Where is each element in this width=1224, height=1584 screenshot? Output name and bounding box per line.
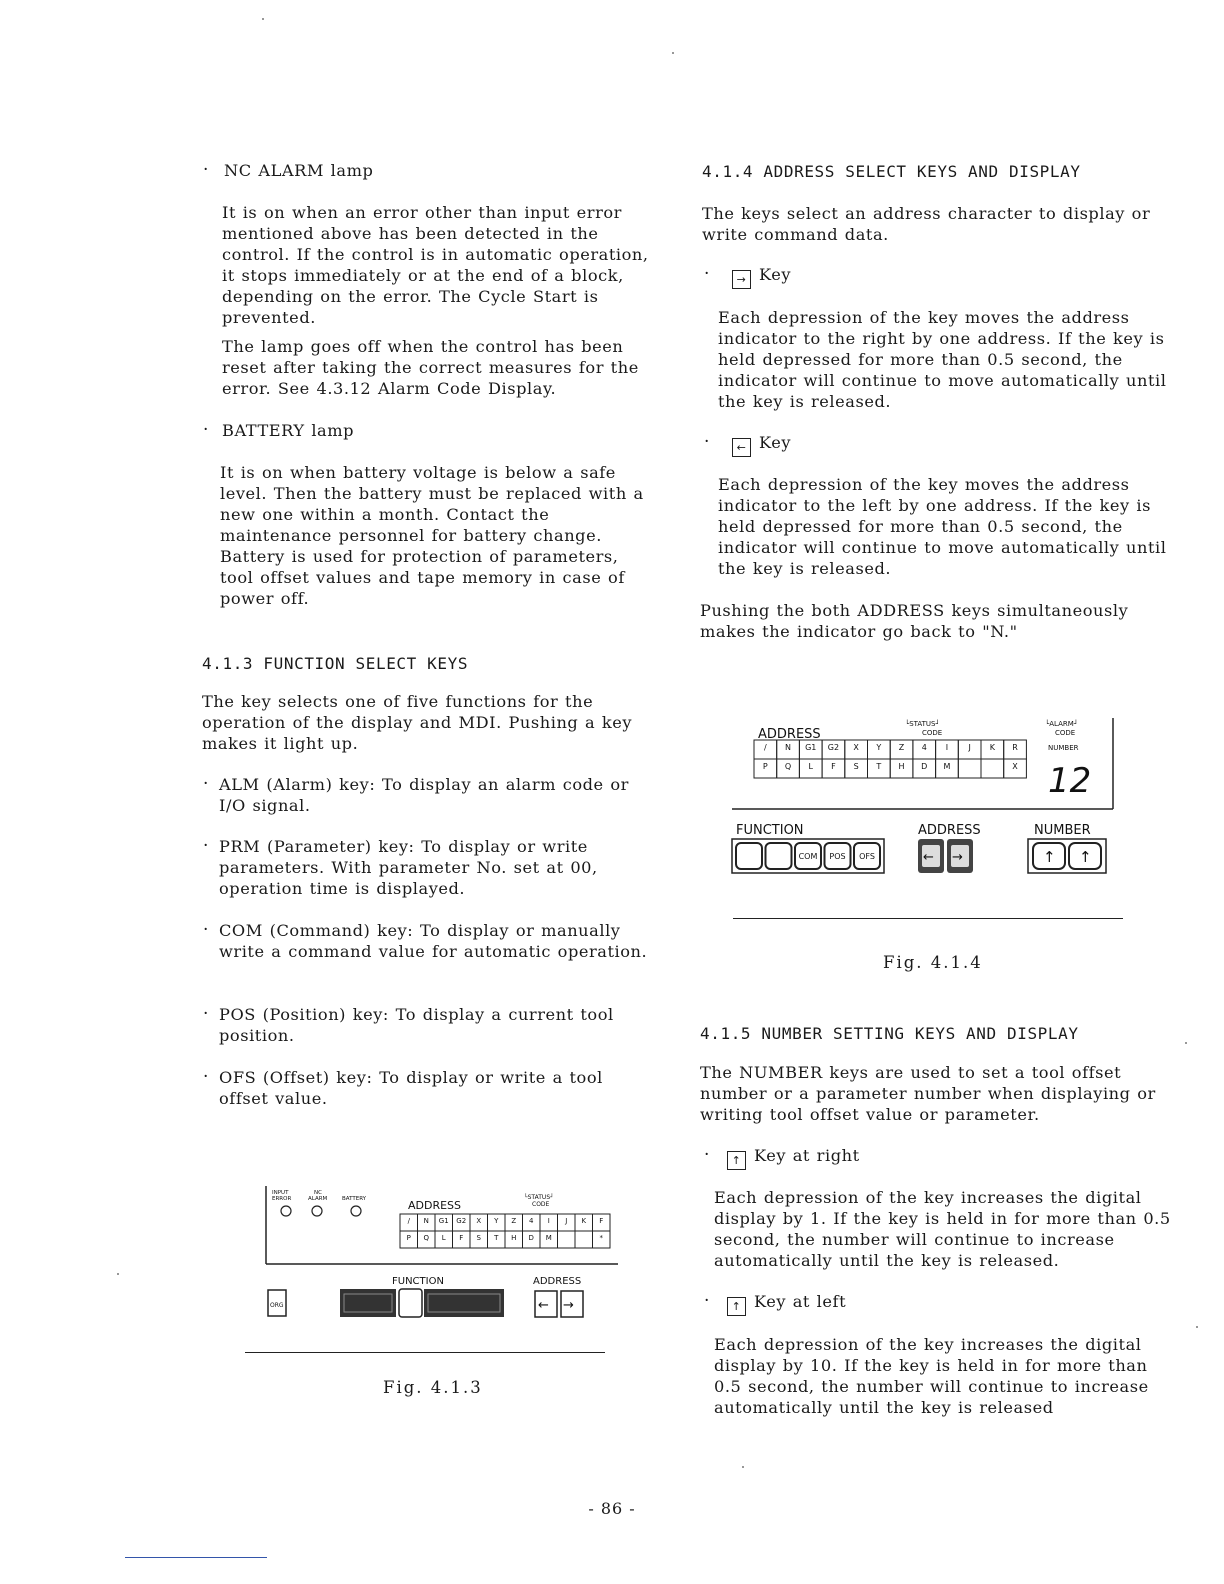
up-left-key-description: Each depression of the key increases the digital display by 10. If the key is held in for more than 0.5 second, the number will continue to increase automatically until the key is released [714, 1335, 1149, 1417]
fig414-number-keys [1028, 839, 1106, 873]
fig413-status-label: └STATUS┘ [524, 1194, 554, 1201]
scan-speck [262, 18, 264, 20]
up-left-bullet: · [704, 1291, 710, 1311]
fig414-alarm-label: └ALARM┘ [1045, 720, 1078, 728]
fig414-rule [733, 918, 1123, 919]
nc-alarm-lamp [312, 1206, 322, 1216]
up-right-key-line [727, 1145, 860, 1170]
fig414-alarm-code-label: CODE [1055, 729, 1076, 737]
fig413-code-label: CODE [532, 1201, 550, 1208]
scan-speck [117, 1273, 119, 1275]
address-cell-label: G1 [805, 743, 817, 752]
fig414-code-label: CODE [922, 729, 943, 737]
section-414-heading: 4.1.4 ADDRESS SELECT KEYS AND DISPLAY [702, 162, 1081, 181]
address-cell-label: N [423, 1217, 429, 1225]
arrow-up-icon: ↑ [1043, 848, 1056, 866]
right-key-description: Each depression of the key moves the address indicator to the right by one address. If the key is held depressed for more than 0.5 second, the indicator will continue to move automatically until the key is released. [718, 308, 1167, 411]
address-cell-label: I [547, 1217, 550, 1225]
arrow-left-icon: ← [538, 1298, 549, 1313]
fig413-address-label: ADDRESS [408, 1199, 462, 1212]
fig414-function-keys [732, 839, 884, 873]
address-cell-label: F [459, 1234, 464, 1242]
left-key-line [732, 432, 791, 457]
address-cell [575, 1231, 593, 1248]
figure-4-1-4 [730, 712, 1120, 882]
function-key[interactable] [766, 843, 792, 869]
fig414-panel-drawing [730, 712, 1120, 882]
function-item: COM (Command) key: To display or manually write a command value for automatic operation. [219, 921, 648, 961]
right-key-line [732, 264, 791, 289]
function-key-prm[interactable] [399, 1289, 422, 1317]
address-cell-label: F [599, 1217, 604, 1225]
address-cell-label: / [407, 1217, 410, 1225]
fig413-address-keys-label: ADDRESS [533, 1276, 582, 1287]
both-keys-note: Pushing the both ADDRESS keys simultaneously makes the indicator go back to "N." [700, 601, 1129, 641]
function-item: PRM (Parameter) key: To display or write parameters. With parameter No. set at 00, operation time is displayed. [219, 837, 598, 898]
address-cell-label: X [853, 743, 859, 752]
up-arrow-key-icon: ↑ [727, 1151, 746, 1170]
address-cell-label: Q [423, 1234, 430, 1242]
fig413-panel-drawing [262, 1182, 622, 1332]
address-cell-label: Z [898, 743, 905, 752]
address-cell-label: 4 [529, 1217, 534, 1225]
section-413-intro: The key selects one of five functions for the operation of the display and MDI. Pushing a key makes it light up. [202, 692, 633, 753]
right-key-label: Key [759, 265, 792, 284]
address-cell-label: M [943, 762, 951, 771]
address-cell-label: X [1012, 762, 1018, 771]
address-cell [558, 1231, 576, 1248]
lamp-label-battery: BATTERY [342, 1196, 367, 1202]
battery-bullet: · [203, 420, 209, 440]
address-cell-label: M [545, 1234, 552, 1242]
fig414-number-small-label: NUMBER [1048, 744, 1079, 752]
function-item: ALM (Alarm) key: To display an alarm code or I/O signal. [219, 775, 629, 815]
fig413-function-keys [340, 1289, 504, 1317]
address-cell-label: G2 [827, 743, 840, 752]
figure-4-1-3 [262, 1182, 622, 1332]
address-cell-label: Q [784, 762, 792, 771]
arrow-right-icon: → [952, 850, 963, 865]
address-cell-label: R [1012, 743, 1018, 752]
function-item: OFS (Offset) key: To display or write a tool offset value. [219, 1068, 603, 1108]
address-cell-label: I [945, 743, 949, 752]
address-cell-label: H [898, 762, 905, 771]
address-cell-label: H [511, 1234, 517, 1242]
address-cell-label: N [785, 743, 792, 752]
fig413-caption: Fig. 4.1.3 [383, 1378, 483, 1397]
arrow-right-icon: → [563, 1298, 574, 1313]
left-key-description: Each depression of the key moves the address indicator to the left by one address. If the key is held depressed for more than 0.5 second, the indicator will continue to move automatically until the key is released. [718, 475, 1167, 578]
address-cell-label: X [476, 1217, 482, 1225]
seven-segment-display: 12 [1048, 761, 1092, 801]
battery-lamp [351, 1206, 361, 1216]
section-414-intro: The keys select an address character to display or write command data. [702, 204, 1151, 244]
function-item: POS (Position) key: To display a current tool position. [219, 1005, 614, 1045]
arrow-up-icon: ↑ [1079, 848, 1092, 866]
fig414-address-grid [754, 740, 1026, 778]
fig414-function-label: FUNCTION [736, 823, 804, 838]
up-right-key-label: Key at right [754, 1146, 860, 1165]
function-key-label: OFS [859, 852, 875, 861]
left-arrow-key-icon: ← [732, 438, 751, 457]
fig414-caption: Fig. 4.1.4 [883, 953, 983, 972]
address-cell [981, 759, 1004, 778]
address-cell-label: T [494, 1234, 499, 1242]
fig413-function-label: FUNCTION [392, 1276, 444, 1287]
address-cell-label: P [762, 762, 768, 771]
function-item-bullet: · [203, 920, 209, 940]
address-cell-label: Y [876, 743, 882, 752]
function-key-alm[interactable] [340, 1289, 396, 1317]
lamp-label-alarm: ALARM [308, 1196, 328, 1202]
address-cell-label: D [528, 1234, 534, 1242]
up-arrow-key-icon: ↑ [727, 1297, 746, 1316]
address-cell-label: * [599, 1234, 603, 1242]
nc-alarm-bullet: · [203, 160, 209, 180]
function-item-bullet: · [203, 1004, 209, 1024]
fig413-rule [245, 1352, 605, 1353]
function-item-bullet: · [203, 1067, 209, 1087]
lamp-label-input-error: INPUT [272, 1190, 289, 1196]
function-item-bullet: · [203, 836, 209, 856]
address-cell-label: 4 [921, 743, 927, 752]
address-cell-label: S [853, 762, 859, 771]
scan-speck [742, 1466, 744, 1468]
lamp-label-error: ERROR [272, 1196, 292, 1202]
fig414-address-label: ADDRESS [758, 727, 821, 742]
nc-alarm-title: NC ALARM lamp [224, 161, 374, 180]
section-415-intro: The NUMBER keys are used to set a tool offset number or a parameter number when displaying or writing tool offset value or parameter. [700, 1063, 1156, 1124]
up-right-bullet: · [704, 1145, 710, 1165]
address-cell-label: Z [511, 1217, 517, 1225]
fig414-number-keys-label: NUMBER [1034, 823, 1091, 838]
address-cell-label: G1 [438, 1217, 449, 1225]
fig414-status-label: └STATUS┘ [905, 720, 940, 728]
right-key-bullet: · [704, 264, 710, 284]
address-cell [958, 759, 981, 778]
address-cell-label: S [476, 1234, 481, 1242]
up-left-key-line [727, 1291, 846, 1316]
lamp-label-nc: NC [314, 1190, 322, 1196]
arrow-left-icon: ← [923, 850, 934, 865]
address-cell-label: K [581, 1217, 587, 1225]
scan-speck [672, 52, 674, 54]
fig413-address-grid [400, 1214, 610, 1248]
nc-alarm-reset-paragraph: The lamp goes off when the control has been reset after taking the correct measures for the error. See 4.3.12 Alarm Code Display. [222, 337, 639, 398]
address-cell-label: L [441, 1234, 446, 1242]
function-key[interactable] [736, 843, 762, 869]
battery-title: BATTERY lamp [222, 421, 355, 440]
scan-speck [1185, 1042, 1187, 1044]
left-key-bullet: · [704, 432, 710, 452]
battery-paragraph: It is on when battery voltage is below a safe level. Then the battery must be replaced with a new one within a month. Contact the maintenance personnel for battery change. Battery is used for protection of parameters, tool offset values and tape memory in case of power off. [220, 463, 644, 608]
left-key-label: Key [759, 433, 792, 452]
nc-alarm-paragraph: It is on when an error other than input error mentioned above has been detected in the control. If the control is in automatic operation, it stops immediately or at the end of a block, depending on the error. The Cycle Start is prevented. [222, 203, 649, 327]
right-arrow-key-icon: → [732, 270, 751, 289]
address-cell-label: G2 [456, 1217, 467, 1225]
address-cell-label: J [968, 743, 971, 752]
footer-rule [125, 1557, 267, 1558]
address-cell-label: Y [494, 1217, 499, 1225]
function-key-label: POS [829, 852, 846, 861]
address-cell-label: L [808, 762, 813, 771]
address-cell-label: J [565, 1217, 568, 1225]
up-right-key-description: Each depression of the key increases the digital display by 1. If the key is held in for more than 0.5 second, the number will continue to increase automatically until the key is released. [714, 1188, 1171, 1270]
address-cell-label: F [831, 762, 836, 771]
address-cell-label: T [876, 762, 882, 771]
input-error-lamp [281, 1206, 291, 1216]
function-item-bullet: · [203, 774, 209, 794]
address-cell-label: D [921, 762, 928, 771]
address-cell-label: P [406, 1234, 411, 1242]
address-cell-label: / [763, 743, 767, 752]
section-413-heading: 4.1.3 FUNCTION SELECT KEYS [202, 654, 469, 673]
address-cell-label: K [989, 743, 995, 752]
page-number: - 86 - [588, 1499, 636, 1518]
up-left-key-label: Key at left [754, 1292, 847, 1311]
fig414-address-keys-label: ADDRESS [918, 823, 981, 838]
function-key-com-pos-ofs[interactable] [424, 1289, 504, 1317]
org-key-label: ORG [270, 1302, 284, 1309]
fig414-address-keys [918, 839, 973, 873]
section-415-heading: 4.1.5 NUMBER SETTING KEYS AND DISPLAY [700, 1024, 1079, 1043]
function-key-label: COM [798, 852, 818, 861]
scan-speck [1196, 1326, 1198, 1328]
